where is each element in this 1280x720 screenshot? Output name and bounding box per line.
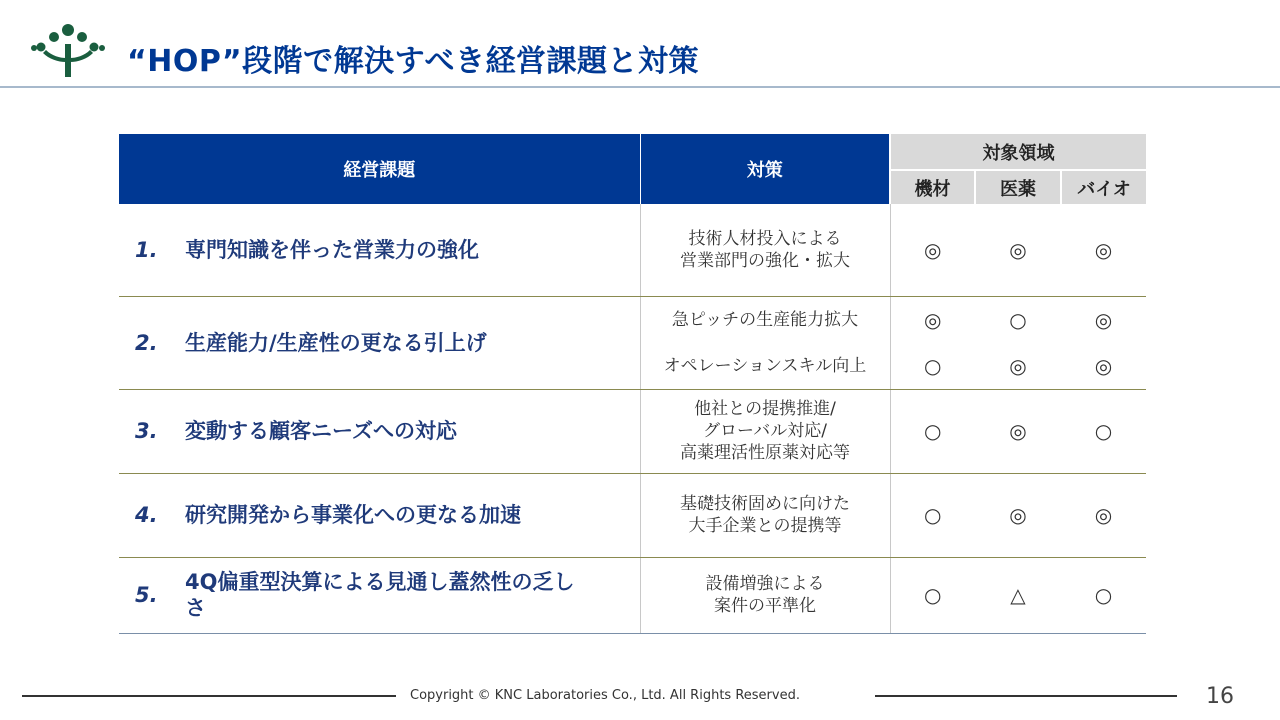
issue-text: 専門知識を伴った営業力の強化: [185, 237, 479, 262]
mark-bio: ◎: [1094, 307, 1113, 332]
header-domain: 対象領域: [890, 134, 1146, 170]
mark-kizai: ○: [890, 389, 975, 473]
measure-text: 基礎技術固めに向けた 大手企業との提携等: [640, 473, 890, 557]
table-row: [119, 557, 1146, 633]
row-number: 1.: [135, 237, 158, 262]
mark-bio: ○: [1061, 557, 1146, 633]
issue-text: 変動する顧客ニーズへの対応: [185, 419, 457, 443]
mark-iyaku: ◎: [975, 473, 1061, 557]
title-divider: [0, 86, 1280, 88]
mark-iyaku: ◎: [975, 204, 1061, 296]
measure-text: 他社との提携推進/ グローバル対応/ 高薬理活性原薬対応等: [640, 389, 890, 473]
mark-iyaku: ○: [1009, 307, 1027, 332]
header-measure: 対策: [640, 134, 890, 204]
mark-kizai: ○: [890, 557, 975, 633]
tree-logo-icon: [30, 20, 108, 80]
mark-bio: ◎: [1061, 204, 1146, 296]
mark-bio: ◎: [1061, 473, 1146, 557]
issue-text: 研究開発から事業化への更なる加速: [185, 503, 521, 527]
header-domain-kizai: 機材: [890, 170, 975, 204]
table-row: [119, 473, 1146, 557]
table-row: [119, 296, 1146, 389]
header-issue: 経営課題: [119, 134, 640, 204]
table-row: [119, 389, 1146, 473]
issues-table: [119, 134, 1146, 634]
page-number: 16: [1206, 684, 1234, 709]
mark-iyaku: ◎: [975, 389, 1061, 473]
header-domain-bio: バイオ: [1061, 170, 1146, 204]
row-number: 4.: [135, 503, 158, 527]
mark-kizai: ◎: [890, 204, 975, 296]
footer-line-left: [22, 695, 396, 697]
issue-text: 4Q偏重型決算による見通し蓋然性の乏し さ: [185, 570, 575, 620]
mark-iyaku: △: [975, 557, 1061, 633]
table-row: [119, 204, 1146, 296]
mark-bio: ○: [1061, 389, 1146, 473]
footer-line-right: [875, 695, 1177, 697]
page-title: “HOP”段階で解決すべき経営課題と対策: [127, 44, 699, 79]
issue-text: 生産能力/生産性の更なる引上げ: [185, 330, 487, 355]
mark-kizai: ○: [924, 353, 942, 378]
row-number: 5.: [135, 583, 158, 607]
copyright-text: Copyright © KNC Laboratories Co., Ltd. All Rights Reserved.: [410, 688, 800, 703]
measure-text: 急ピッチの生産能力拡大: [671, 309, 859, 330]
mark-iyaku: ◎: [1009, 353, 1027, 378]
mark-kizai: ○: [890, 473, 975, 557]
measure-text: オペレーションスキル向上: [663, 355, 867, 376]
measure-text: 設備増強による 案件の平準化: [640, 557, 890, 633]
header-domain-iyaku: 医薬: [975, 170, 1061, 204]
mark-bio: ◎: [1094, 353, 1113, 378]
row-number: 2.: [135, 330, 158, 355]
mark-kizai: ◎: [924, 307, 942, 332]
measure-text: 技術人材投入による 営業部門の強化・拡大: [640, 204, 890, 296]
row-number: 3.: [135, 419, 158, 443]
